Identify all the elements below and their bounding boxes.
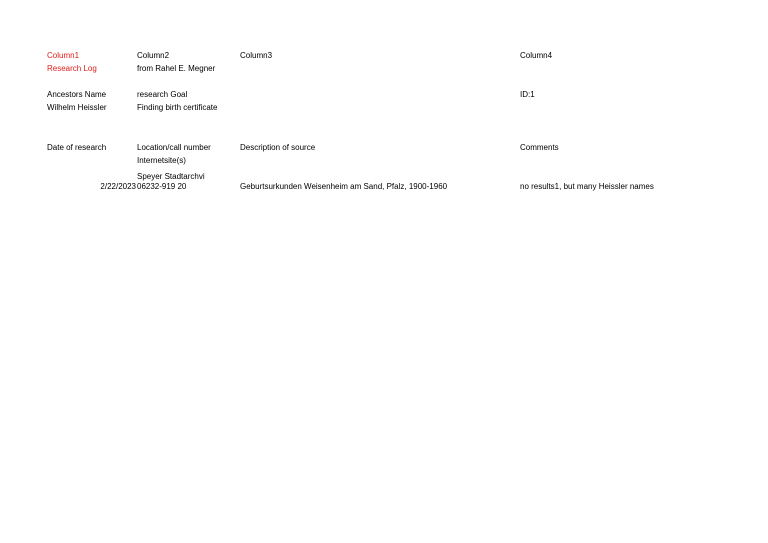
ancestor-name-value: Wilhelm Heissler bbox=[47, 103, 107, 112]
entry-location-line2: 06232-919 20 bbox=[137, 182, 187, 191]
entry-location-line1: Speyer Stadtarchvi bbox=[137, 172, 205, 181]
entry-comments: no results1, but many Heissler names bbox=[520, 182, 654, 191]
research-goal-value: Finding birth certificate bbox=[137, 103, 218, 112]
entry-description: Geburtsurkunden Weisenheim am Sand, Pfalz, 1900-1960 bbox=[240, 182, 448, 191]
log-author: from Rahel E. Megner bbox=[137, 64, 216, 73]
research-goal-label: research Goal bbox=[137, 90, 188, 99]
description-header: Description of source bbox=[240, 143, 316, 152]
header-column2: Column2 bbox=[137, 51, 170, 60]
header-column1: Column1 bbox=[47, 51, 80, 60]
date-of-research-header: Date of research bbox=[47, 143, 107, 152]
log-title: Research Log bbox=[47, 64, 97, 73]
comments-header: Comments bbox=[520, 143, 559, 152]
header-column3: Column3 bbox=[240, 51, 273, 60]
location-header: Location/call number bbox=[137, 143, 211, 152]
record-id: ID:1 bbox=[520, 90, 535, 99]
ancestors-name-label: Ancestors Name bbox=[47, 90, 107, 99]
internetsite-header: Internetsite(s) bbox=[137, 156, 186, 165]
header-column4: Column4 bbox=[520, 51, 553, 60]
entry-date: 2/22/2023 bbox=[100, 182, 136, 191]
